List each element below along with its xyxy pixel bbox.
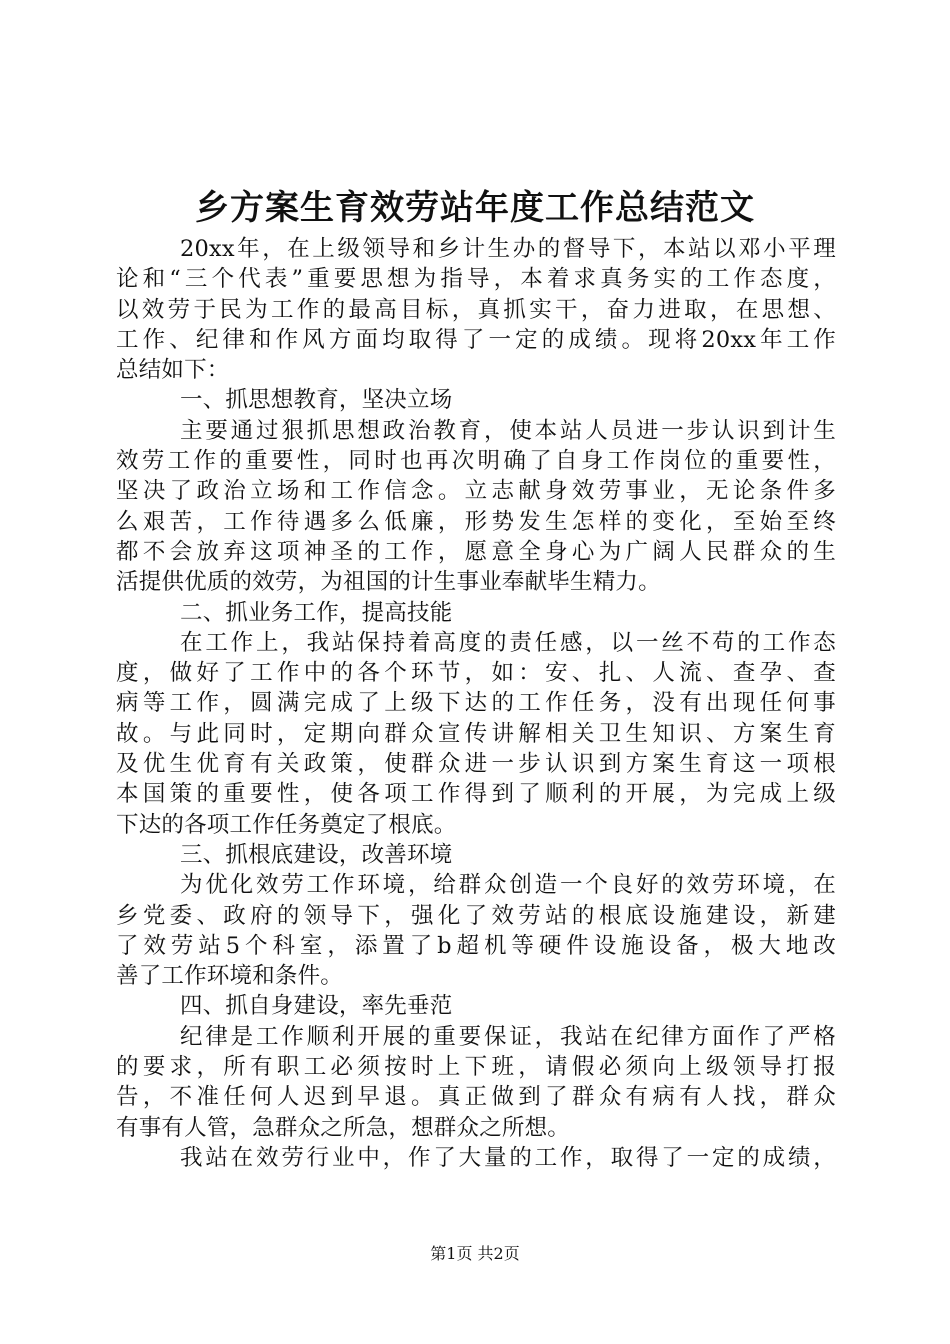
section-heading: 一、抓思想教育，坚决立场 [180, 387, 453, 414]
body-line: 的要求，所有职工必须按时上下班，请假必须向上级领导打报 [116, 1054, 836, 1081]
section-heading: 四、抓自身建设，率先垂范 [180, 993, 453, 1020]
body-line: 我站在效劳行业中，作了大量的工作，取得了一定的成绩， [180, 1144, 836, 1171]
body-line: 工作、纪律和作风方面均取得了一定的成绩。现将20xx年工作 [116, 326, 836, 353]
body-line: 么艰苦，工作待遇多么低廉，形势发生怎样的变化，至始至终 [116, 508, 836, 535]
body-line: 善了工作环境和条件。 [116, 963, 344, 990]
body-line: 坚决了政治立场和工作信念。立志献身效劳事业，无论条件多 [116, 478, 836, 505]
body-line: 本国策的重要性，使各项工作得到了顺利的开展，为完成上级 [116, 781, 836, 808]
body-line: 下达的各项工作任务奠定了根底。 [116, 811, 457, 838]
body-line: 为优化效劳工作环境，给群众创造一个良好的效劳环境，在 [180, 872, 836, 899]
body-line: 都不会放弃这项神圣的工作，愿意全身心为广阔人民群众的生 [116, 538, 836, 565]
body-line: 主要通过狠抓思想政治教育，使本站人员进一步认识到计生 [180, 417, 836, 444]
body-line: 总结如下： [116, 357, 230, 384]
body-line: 病等工作，圆满完成了上级下达的工作任务，没有出现任何事 [116, 690, 836, 717]
body-line: 纪律是工作顺利开展的重要保证，我站在纪律方面作了严格 [180, 1023, 836, 1050]
document-title: 乡方案生育效劳站年度工作总结范文 [195, 188, 755, 228]
document-body [116, 234, 836, 1173]
section-heading: 三、抓根底建设，改善环境 [180, 841, 453, 868]
body-line: 20xx年，在上级领导和乡计生办的督导下，本站以邓小平理 [180, 236, 836, 262]
body-line: 效劳工作的重要性，同时也再次明确了自身工作岗位的重要性， [116, 448, 836, 475]
page-number: 第1页 共2页 [430, 1244, 520, 1263]
body-line: 告，不准任何人迟到早退。真正做到了群众有病有人找，群众 [116, 1084, 836, 1111]
body-line: 活提供优质的效劳，为祖国的计生事业奉献毕生精力。 [116, 569, 661, 596]
body-line: 故。与此同时，定期向群众宣传讲解相关卫生知识、方案生育 [116, 720, 836, 747]
body-line: 度，做好了工作中的各个环节，如：安、扎、人流、查孕、查 [116, 660, 836, 687]
body-line: 论和“三个代表”重要思想为指导，本着求真务实的工作态度， [116, 266, 836, 293]
body-line: 了效劳站5个科室，添置了b超机等硬件设施设备，极大地改 [116, 932, 836, 959]
body-line: 及优生优育有关政策，使群众进一步认识到方案生育这一项根 [116, 751, 836, 778]
body-line: 有事有人管，急群众之所急，想群众之所想。 [116, 1114, 571, 1141]
body-line: 乡党委、政府的领导下，强化了效劳站的根底设施建设，新建 [116, 902, 836, 929]
section-heading: 二、抓业务工作，提高技能 [180, 599, 453, 626]
body-line: 以效劳于民为工作的最高目标，真抓实干，奋力进取，在思想、 [116, 296, 836, 323]
body-line: 在工作上，我站保持着高度的责任感，以一丝不苟的工作态 [180, 629, 836, 656]
